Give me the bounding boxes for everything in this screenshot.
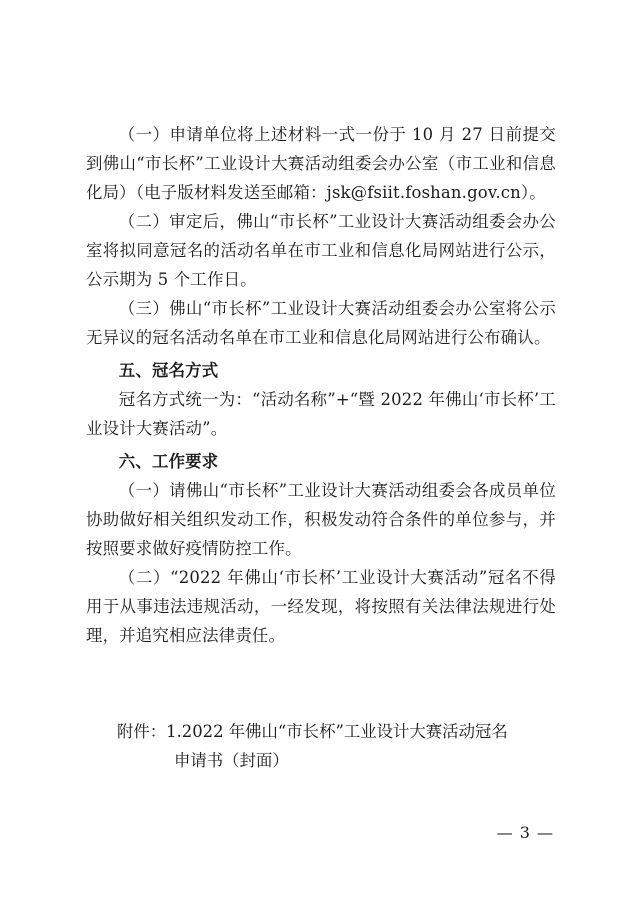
paragraph-review: （二）审定后，佛山“市长杯”工业设计大赛活动组委会办公室将拟同意冠名的活动名单在市工业和信息化局网站进行公示，公示期为 5 个工作日。 [86, 212, 556, 289]
section-heading-work-requirements: 六、工作要求 [118, 452, 219, 471]
paragraph-legal-restriction: （二）“2022 年佛山‘市长杯’工业设计大赛活动”冠名不得用于从事违法违规活动，一经发现，将按照有关法律法规进行处理，并追究相应法律责任。 [86, 568, 556, 645]
paragraph-announcement: （三）佛山“市长杯”工业设计大赛活动组委会办公室将公示无异议的冠名活动名单在市工业和信息化局网站进行公布确认。 [86, 299, 556, 347]
attachment-note [117, 717, 557, 775]
page-number: — 3 — [496, 823, 554, 842]
paragraph-organization: （一）请佛山“市长杯”工业设计大赛活动组委会各成员单位协助做好相关组织发动工作，积极发动符合条件的单位参与，并按照要求做好疫情防控工作。 [86, 481, 556, 558]
paragraph-submission: （一）申请单位将上述材料一式一份于 10 月 27 日前提交到佛山“市长杯”工业设计大赛活动组委会办公室（市工业和信息化局）（电子版材料发送至邮箱：jsk@fsiit.foshan.gov.cn）。 [86, 125, 556, 202]
paragraph-naming-format: 冠名方式统一为：“活动名称”+“暨 2022 年佛山‘市长杯’工业设计大赛活动”。 [86, 390, 556, 438]
section-heading-naming-method: 五、冠名方式 [118, 361, 219, 380]
document-body [86, 120, 556, 650]
attachment-line-1: 附件：1.2022 年佛山“市长杯”工业设计大赛活动冠名 [117, 722, 508, 741]
attachment-line-2: 申请书（封面） [174, 751, 289, 770]
